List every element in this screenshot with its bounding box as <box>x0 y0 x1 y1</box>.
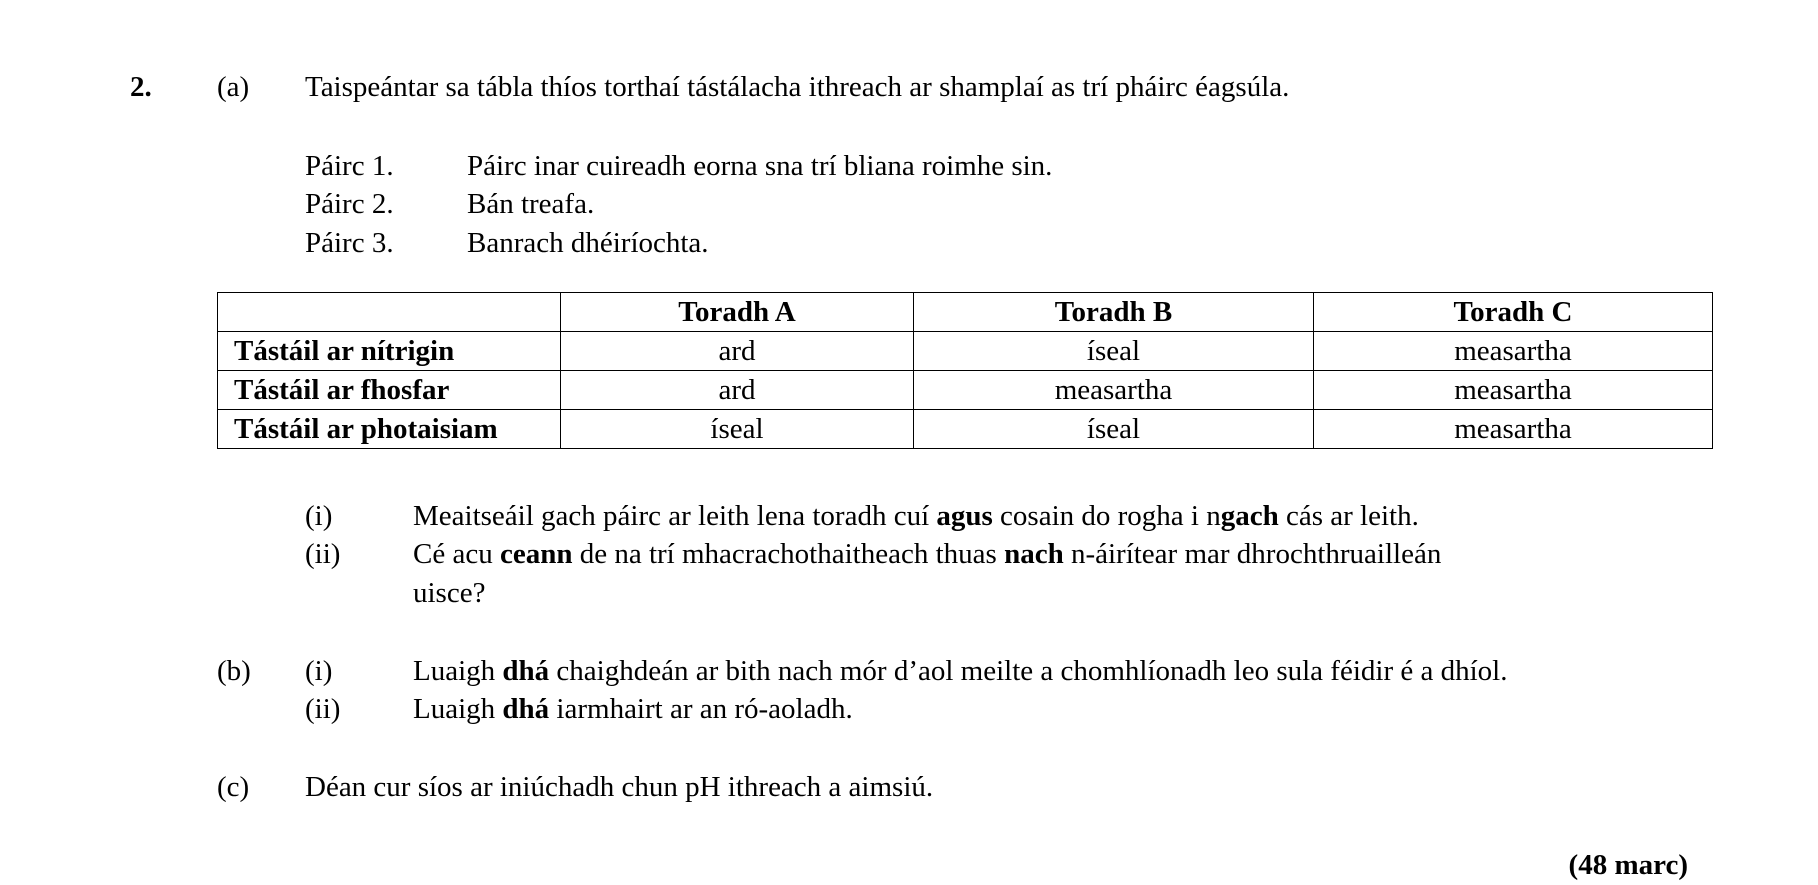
soil-test-results-table <box>217 292 1713 449</box>
table-cell: íseal <box>561 410 914 449</box>
text-run: iarmhairt ar an ró-aoladh. <box>549 693 853 725</box>
part-a-ii-text <box>413 535 1441 573</box>
table-cell: íseal <box>914 332 1314 371</box>
field-1-description: Páirc inar cuireadh eorna sna trí bliana roimhe sin. <box>467 150 1053 182</box>
emphasis-text: dhá <box>502 655 550 687</box>
text-run: de na trí mhacrachothaitheach thuas <box>572 538 1005 570</box>
text-run: cosain do rogha i n <box>992 500 1221 532</box>
part-a-i-label: (i) <box>305 500 333 532</box>
table-header-cell: Toradh A <box>561 293 914 332</box>
part-a-ii-label: (ii) <box>305 538 341 570</box>
emphasis-text: dhá <box>502 693 550 725</box>
part-b-label: (b) <box>217 655 251 687</box>
text-run: Cé acu <box>413 538 500 570</box>
table-cell: ard <box>561 371 914 410</box>
field-2-description: Bán treafa. <box>467 188 595 220</box>
text-run: n-áirítear mar dhrochthruailleán <box>1063 538 1442 570</box>
table-row-label: Tástáil ar nítrigin <box>218 332 561 371</box>
part-b-ii-text <box>413 690 853 728</box>
part-a-intro: Taispeántar sa tábla thíos torthaí tástálacha ithreach ar shamplaí as trí pháirc éagsúla. <box>305 71 1290 103</box>
part-b-i-text <box>413 652 1507 690</box>
table-header-row <box>218 293 1713 332</box>
part-a-label: (a) <box>217 71 250 103</box>
text-run: Luaigh <box>413 693 503 725</box>
table-cell: íseal <box>914 410 1314 449</box>
part-c-text: Déan cur síos ar iniúchadh chun pH ithreach a aimsiú. <box>305 771 934 803</box>
table-header-cell: Toradh C <box>1314 293 1713 332</box>
table-row <box>218 410 1713 449</box>
field-3-description: Banrach dhéiríochta. <box>467 227 709 259</box>
part-b-ii-label: (ii) <box>305 693 341 725</box>
part-a-i-text <box>413 497 1419 535</box>
text-run: cás ar leith. <box>1278 500 1419 532</box>
field-1-label: Páirc 1. <box>305 150 394 182</box>
table-row <box>218 371 1713 410</box>
text-run: chaighdeán ar bith nach mór d’aol meilte a chomhlíonadh leo sula féidir é a dhíol. <box>549 655 1508 687</box>
marks-total: (48 marc) <box>1568 849 1688 881</box>
text-run: Luaigh <box>413 655 503 687</box>
table-cell: measartha <box>914 371 1314 410</box>
text-run: Meaitseáil gach páirc ar leith lena toradh cuí <box>413 500 937 532</box>
table-cell: measartha <box>1314 332 1713 371</box>
table-row <box>218 332 1713 371</box>
emphasis-text: agus <box>936 500 993 532</box>
table-row-label: Tástáil ar photaisiam <box>218 410 561 449</box>
table-cell: measartha <box>1314 410 1713 449</box>
field-2-label: Páirc 2. <box>305 188 394 220</box>
part-a-ii-text-continued: uisce? <box>413 577 486 609</box>
emphasis-text: gach <box>1220 500 1279 532</box>
field-3-label: Páirc 3. <box>305 227 394 259</box>
table-cell: ard <box>561 332 914 371</box>
table-row-label: Tástáil ar fhosfar <box>218 371 561 410</box>
part-b-i-label: (i) <box>305 655 333 687</box>
question-number: 2. <box>130 71 152 103</box>
emphasis-text: nach <box>1004 538 1064 570</box>
table-cell: measartha <box>1314 371 1713 410</box>
part-c-label: (c) <box>217 771 250 803</box>
table-header-cell <box>218 293 561 332</box>
emphasis-text: ceann <box>499 538 573 570</box>
table-header-cell: Toradh B <box>914 293 1314 332</box>
